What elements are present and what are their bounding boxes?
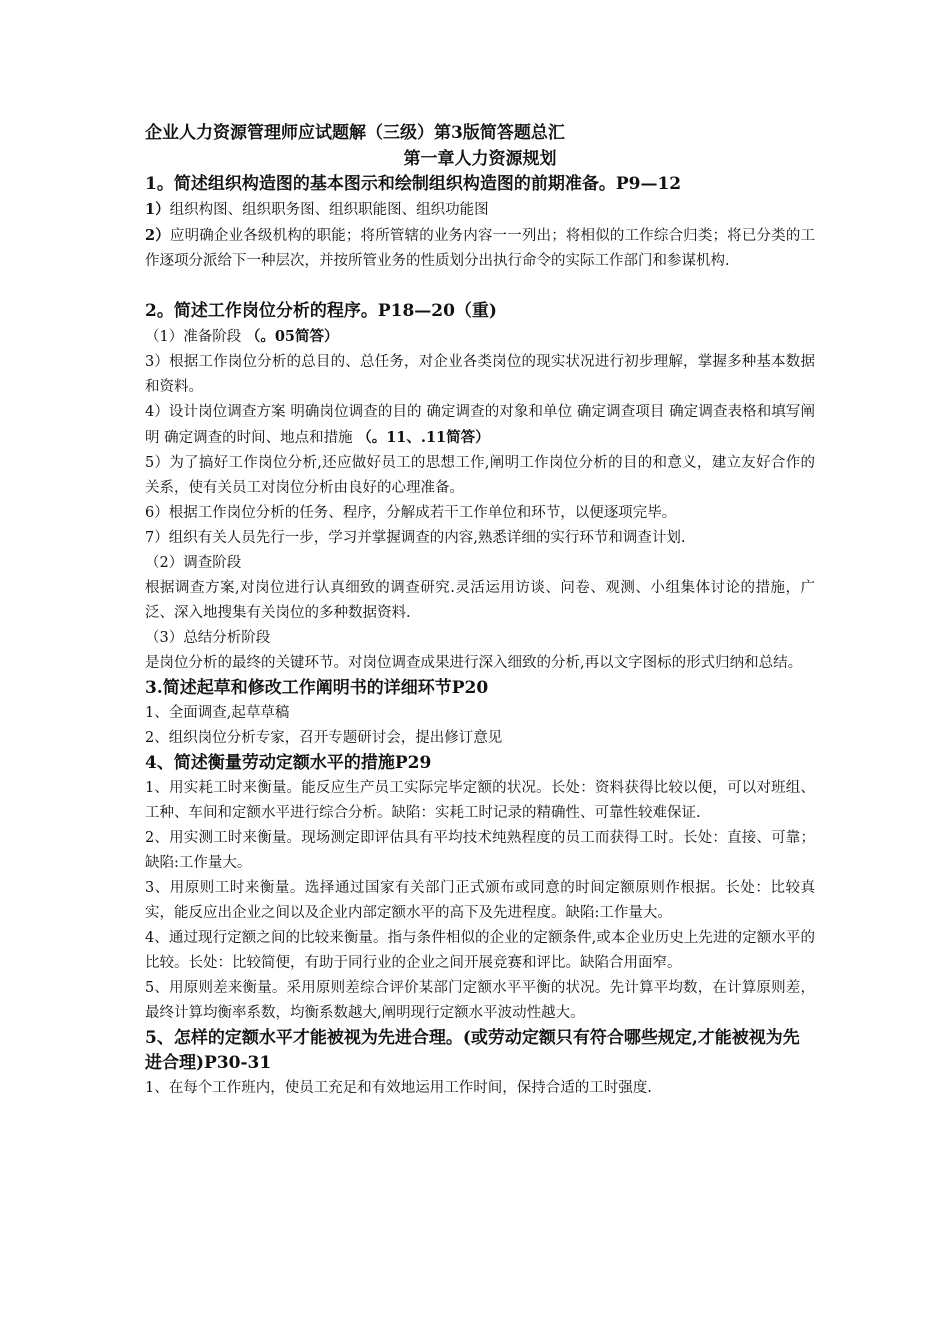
point-text: 应明确企业各级机构的职能；将所管辖的业务内容一一列出；将相似的工作综合归类；将已分类的工作逐项分派给下一种层次，并按所管业务的性质划分出执行命令的实际工作部门和参谋机构. [145, 228, 815, 269]
document-title: 企业人力资源管理师应试题解（三级）第3版简答题总汇 [145, 123, 565, 143]
document-page [145, 120, 815, 1101]
question-2-item-5: 5）为了搞好工作岗位分析,还应做好员工的思想工作,阐明工作岗位分析的目的和意义，建立友好合作的关系，使有关员工对岗位分析由良好的心理准备。 [145, 455, 815, 496]
question-1-heading: 1。简述组织构造图的基本图示和绘制组织构造图的前期准备。P9—12 [145, 174, 682, 194]
point-number: 2） [145, 227, 170, 244]
question-4-item-1: 1、用实耗工时来衡量。能反应生产员工实际完毕定额的状况。长处：资料获得比较以便，可以对班组、工种、车间和定额水平进行综合分析。缺陷：实耗工时记录的精确性、可靠性较难保证. [145, 780, 815, 821]
stage-1-heading [145, 324, 815, 350]
point-number: 1） [145, 201, 170, 218]
point-text: 组织构图、组织职务图、组织职能图、组织功能图 [169, 202, 489, 218]
question-4-item-4: 4、通过现行定额之间的比较来衡量。指与条件相似的企业的定额条件,或本企业历史上先进的定额水平的比较。长处：比较简便，有助于同行业的企业之间开展竞赛和评比。缺陷合用面窄。 [145, 930, 815, 971]
question-4-item-5: 5、用原则差来衡量。采用原则差综合评价某部门定额水平平衡的状况。先计算平均数，在计算原则差，最终计算均衡率系数，均衡系数越大,阐明现行定额水平波动性越大。 [145, 980, 815, 1021]
question-2-item-7: 7）组织有关人员先行一步，学习并掌握调查的内容,熟悉详细的实行环节和调查计划. [145, 530, 686, 546]
chapter-title: 第一章人力资源规划 [403, 149, 557, 169]
stage-3-text: 是岗位分析的最终的关键环节。对岗位调查成果进行深入细致的分析,再以文字图标的形式归纳和总结。 [145, 655, 803, 671]
question-3-item-1: 1、全面调查,起草草稿 [145, 705, 290, 721]
question-1-point-2 [145, 223, 815, 274]
stage-label: （1）准备阶段 [145, 329, 242, 345]
question-4-heading: 4、简述衡量劳动定额水平的措施P29 [145, 753, 432, 773]
paragraph-gap [145, 274, 815, 299]
question-2-heading: 2。简述工作岗位分析的程序。P18—20（重) [145, 301, 497, 321]
question-3-item-2: 2、组织岗位分析专家，召开专题研讨会，提出修订意见 [145, 730, 503, 746]
stage-2-heading: （2）调查阶段 [145, 555, 242, 571]
question-3-heading: 3.简述起草和修改工作阐明书的详细环节P20 [145, 678, 489, 698]
question-2-item-6: 6）根据工作岗位分析的任务、程序，分解成若干工作单位和环节，以便逐项完毕。 [145, 505, 677, 521]
question-5-item-1: 1、在每个工作班内，使员工充足和有效地运用工作时间，保持合适的工时强度. [145, 1080, 652, 1096]
item-text: 4）设计岗位调查方案 明确岗位调查的目的 确定调查的对象和单位 确定调查项目 确定调查表格和填写阐明 确定调查的时间、地点和措施 [145, 404, 815, 446]
item-note: （。11、.11简答） [357, 429, 490, 446]
question-4-item-3: 3、用原则工时来衡量。选择通过国家有关部门正式颁布或同意的时间定额原则作根据。长处：比较真实，能反应出企业之间以及企业内部定额水平的高下及先进程度。缺陷:工作量大。 [145, 880, 815, 921]
question-5-heading: 5、怎样的定额水平才能被视为先进合理。(或劳动定额只有符合哪些规定,才能被视为先进合理)P30-31 [145, 1028, 800, 1073]
stage-note: （。05简答） [245, 328, 339, 345]
question-2-item-3: 3）根据工作岗位分析的总目的、总任务，对企业各类岗位的现实状况进行初步理解，掌握多种基本数据和资料。 [145, 354, 815, 395]
question-1-point-1 [145, 197, 815, 223]
question-4-item-2: 2、用实测工时来衡量。现场测定即评估具有平均技术纯熟程度的员工而获得工时。长处：直接、可靠；缺陷:工作量大。 [145, 830, 815, 871]
stage-3-heading: （3）总结分析阶段 [145, 630, 271, 646]
stage-2-text: 根据调查方案,对岗位进行认真细致的调查研究.灵活运用访谈、问卷、观测、小组集体讨论的措施，广泛、深入地搜集有关岗位的多种数据资料. [145, 580, 815, 621]
question-2-item-4 [145, 400, 815, 451]
